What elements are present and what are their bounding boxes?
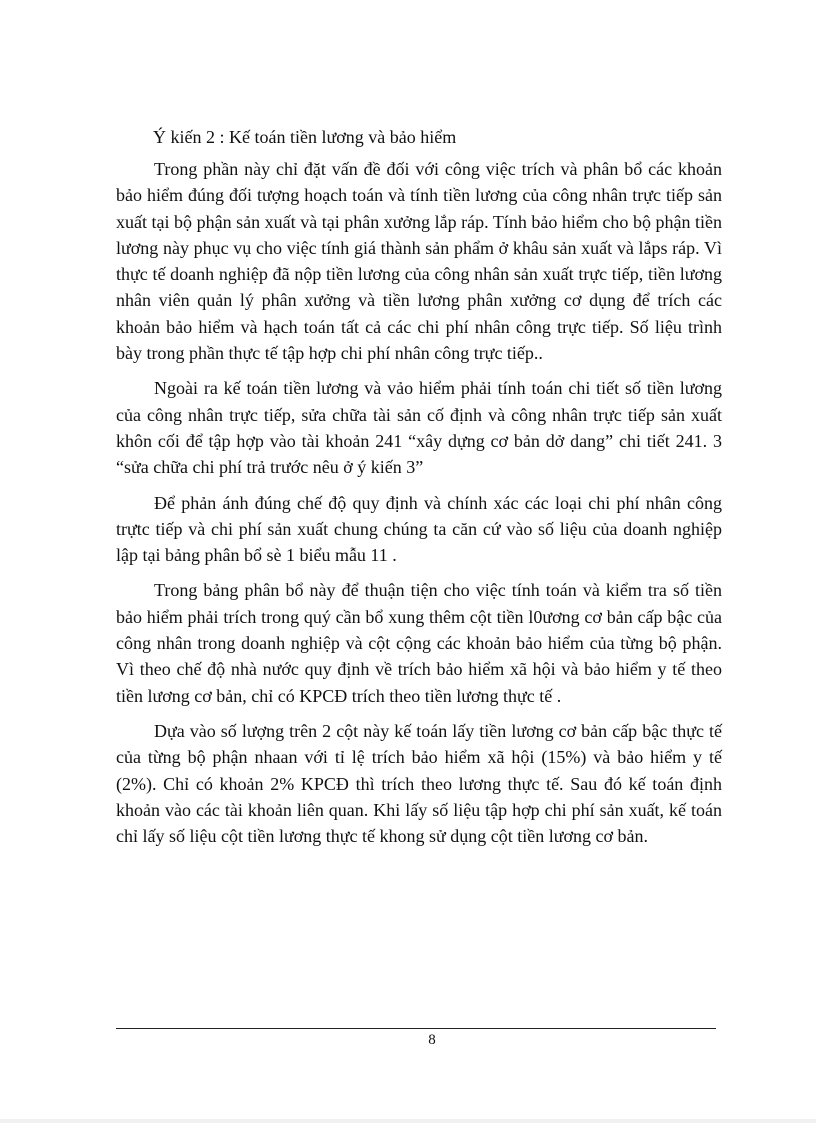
section-heading: Ý kiến 2 : Kế toán tiền lương và bảo hiểm [153,127,457,147]
paragraph-1: Trong phần này chỉ đặt vấn đề đối với công việc trích và phân bổ các khoản bảo hiểm đúng đối tượng hoạch toán và tính tiền lương của công nhân trực tiếp sản xuất tại bộ phận sản xuất và tại phân xưởng lắp ráp. Tính bảo hiểm cho bộ phận tiền lương này phục vụ cho việc tính giá thành sản phẩm ở khâu sản xuất và lắps ráp. Vì thực tế doanh nghiệp đã nộp tiền lương của công nhân sản xuất trực tiếp, tiền lương nhân viên quản lý phân xưởng và tiền lương phân xưởng cơ dụng để trích các khoản bảo hiểm và hạch toán tất cả các chi phí nhân công trực tiếp. Số liệu trình bày trong phần thực tế tập hợp chi phí nhân công trực tiếp.. [116,159,722,364]
paragraph-3: Để phản ánh đúng chế độ quy định và chính xác các loại chi phí nhân công trựtc tiếp và chi phí sản xuất chung chúng ta căn cứ vào số liệu của doanh nghiệp lập tại bảng phân bổ sè 1 biểu mẫu 11 . [116,492,722,566]
page-number: 8 [428,1032,436,1048]
body-text [116,156,722,858]
paragraph-5: Dựa vào số lượng trên 2 cột này kế toán lấy tiền lương cơ bản cấp bậc thực tế của từng bộ phận nhaan với tỉ lệ trích bảo hiểm xã hội (15%) và bảo hiểm y tế (2%). Chỉ có khoản 2% KPCĐ thì trích theo lương thực tế. Sau đó kế toán định khoản vào các tài khoản liên quan. Khi lấy số liệu tập hợp chi phí sản xuất, kế toán chỉ lấy số liệu cột tiền lương thực tế khong sử dụng cột tiền lương cơ bản. [116,720,722,847]
paragraph-4: Trong bảng phân bổ này để thuận tiện cho việc tính toán và kiểm tra số tiền bảo hiểm phải trích trong quý cần bổ xung thêm cột tiền l0ương cơ bản cấp bậc của công nhân trong doanh nghiệp và cột cộng các khoản bảo hiểm của từng bộ phận. Vì theo chế độ nhà nước quy định về trích bảo hiểm xã hội và bảo hiểm y tế theo tiền lương cơ bản, chỉ có KPCĐ trích theo tiền lương thực tế . [116,580,722,706]
page-bottom-edge [0,1119,816,1123]
footer-divider [116,1028,716,1029]
paragraph-2: Ngoài ra kế toán tiền lương và vảo hiểm phải tính toán chi tiết số tiền lương của công nhân trực tiếp, sửa chữa tài sản cố định và công nhân trực tiếp sản xuất khôn cối để tập hợp vào tài khoản 241 “xây dựng cơ bản dở dang” chi tiết 241. 3 “sửa chữa chi phí trả trước nêu ở ý kiến 3” [116,378,722,478]
